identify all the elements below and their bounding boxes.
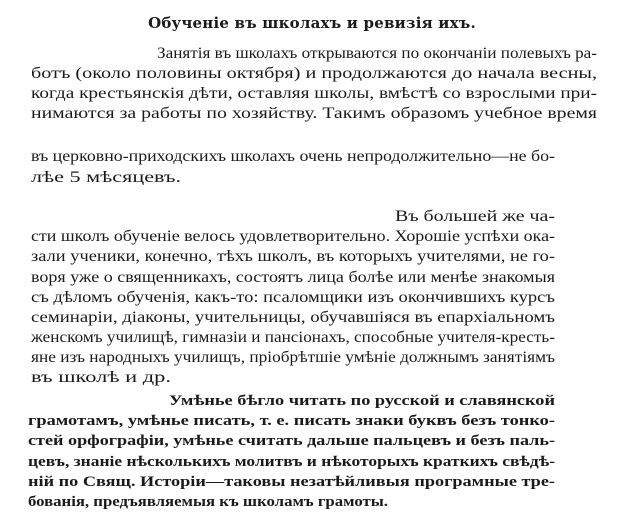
text-line: ботъ (около половины октября) и продолжаются до начала весны, bbox=[31, 65, 597, 82]
text-line: Въ большей же ча- bbox=[395, 208, 555, 225]
text-line: семинаріи, діаконы, учительницы, обучавшіяся въ епархіальномъ bbox=[31, 309, 555, 326]
text-line: стей орфографіи, умѣнье считать дальше пальцевъ и безъ паль- bbox=[28, 433, 555, 449]
section-heading: Обученіе въ школахъ и ревизія ихъ. bbox=[148, 14, 476, 32]
text-line: Умѣнье бѣгло читать по русской и славянской bbox=[169, 393, 555, 409]
text-line: зали ученики, конечно, тѣхъ школъ, въ которыхъ учителями, не го- bbox=[31, 248, 555, 265]
text-line: въ церковно-приходскихъ школахъ очень непродолжительно—не бо- bbox=[31, 148, 555, 165]
text-line: въ школѣ и др. bbox=[31, 369, 171, 386]
text-line: нимаются за работы по хозяйству. Такимъ образомъ учебное время bbox=[31, 105, 597, 122]
text-line: Занятія въ школахъ открываются по окончаніи полевыхъ ра- bbox=[157, 45, 597, 62]
text-line: цевъ, знаніе нѣсколькихъ молитвъ и нѣкоторыхъ краткихъ свѣдѣ- bbox=[28, 454, 555, 470]
text-line: когда крестьянскія дѣти, оставляя школы, вмѣстѣ со взрослыми при- bbox=[31, 85, 597, 102]
text-line: ній по Свящ. Исторіи—таковы незатѣйливыя програмные тре- bbox=[28, 474, 555, 490]
text-line: бованія, предъявляемыя къ школамъ грамоты. bbox=[28, 494, 388, 510]
text-line: воря уже о священникахъ, состоятъ лица болѣе или менѣе знакомыя bbox=[31, 269, 555, 286]
text-line: женскомъ училищѣ, гимназіи и пансіонахъ, способные учителя-кресть- bbox=[31, 329, 555, 346]
text-line: яне изъ народныхъ училищъ, пріобрѣтшіе умѣніе должнымъ занятіямъ bbox=[31, 349, 555, 366]
text-line: сти школъ обученіе велось удовлетворительно. Хорошіе успѣхи ока- bbox=[31, 228, 555, 245]
text-line: съ дѣломъ обученія, какъ-то: псаломщики изъ окончившихъ курсъ bbox=[31, 289, 555, 306]
text-line: лѣе 5 мѣсяцевъ. bbox=[31, 169, 181, 186]
text-line: грамотамъ, умѣнье писать, т. е. писать знаки буквъ безъ тонко- bbox=[28, 413, 555, 429]
